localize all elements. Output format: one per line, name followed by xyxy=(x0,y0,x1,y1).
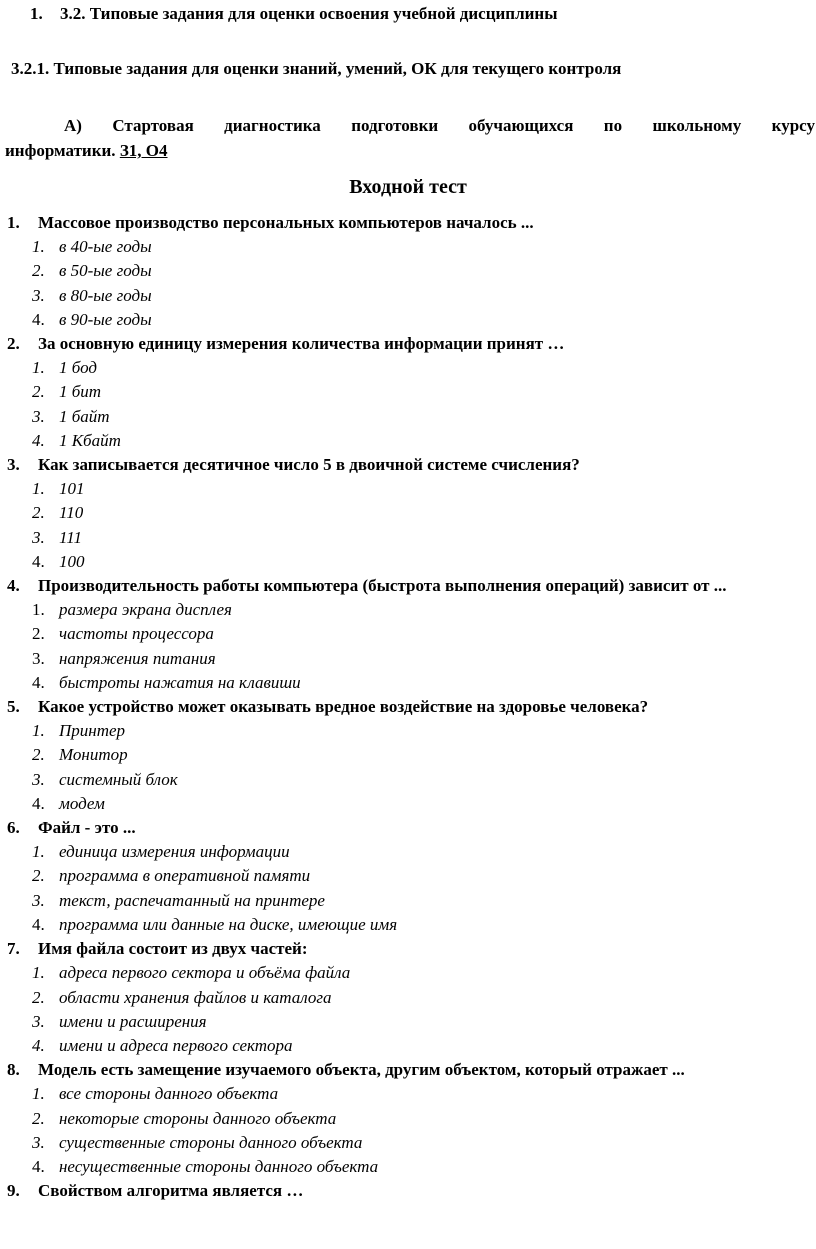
question-4 xyxy=(5,574,815,598)
question-number: 2. xyxy=(7,334,20,354)
question-text: Файл - это ... xyxy=(38,818,136,838)
answer-option xyxy=(5,1131,815,1155)
test-title: Входной тест xyxy=(349,176,467,198)
option-number: 3. xyxy=(32,769,45,789)
question-text: Как записывается десятичное число 5 в двоичной системе счисления? xyxy=(38,455,580,475)
option-text: единица измерения информации xyxy=(59,842,290,862)
answer-option xyxy=(5,889,815,913)
option-text: 1 Кбайт xyxy=(59,430,121,450)
question-number: 9. xyxy=(7,1181,20,1201)
subsection-heading: 3.2.1. Типовые задания для оценки знаний, умений, ОК для текущего контроля xyxy=(11,59,622,78)
question-text: Свойством алгоритма является … xyxy=(38,1181,304,1201)
option-text: 100 xyxy=(59,551,85,571)
option-text: текст, распечатанный на принтере xyxy=(59,890,325,910)
competency-codes: З1, О4 xyxy=(119,141,168,160)
option-text: частоты процессора xyxy=(59,624,214,644)
option-number: 4. xyxy=(32,914,45,934)
question-text: Массовое производство персональных компьютеров началось ... xyxy=(38,213,534,232)
question-number: 3. xyxy=(7,455,20,475)
option-text: области хранения файлов и каталога xyxy=(59,987,332,1007)
answer-option xyxy=(5,235,815,259)
option-text: 1 бит xyxy=(59,382,102,402)
question-text: Какое устройство может оказывать вредное воздействие на здоровье человека? xyxy=(38,697,649,717)
answer-option xyxy=(5,1107,815,1131)
option-text: Монитор xyxy=(59,745,128,765)
question-3 xyxy=(5,453,815,477)
answer-option xyxy=(5,429,815,453)
answer-option xyxy=(5,913,815,937)
answer-option xyxy=(5,671,815,695)
answer-option xyxy=(5,308,815,332)
answer-option xyxy=(5,1155,815,1179)
option-number: 4. xyxy=(32,309,45,329)
option-text: некоторые стороны данного объекта xyxy=(59,1108,337,1128)
answer-option xyxy=(5,550,815,574)
question-9 xyxy=(5,1179,815,1203)
option-text: модем xyxy=(59,793,105,813)
answer-option xyxy=(5,719,815,743)
option-number: 4. xyxy=(32,793,45,813)
option-number: 2. xyxy=(32,261,45,281)
intro-paragraph xyxy=(5,113,815,163)
question-text: Модель есть замещение изучаемого объекта, другим объектом, который отражает ... xyxy=(38,1060,685,1080)
option-number: 3. xyxy=(32,527,45,547)
option-text: напряжения питания xyxy=(59,648,216,668)
option-text: в 90-ые годы xyxy=(59,309,152,329)
option-text: имени и адреса первого сектора xyxy=(59,1035,293,1055)
option-number: 4. xyxy=(32,430,45,450)
answer-option xyxy=(5,622,815,646)
intro-line-1: А) Стартовая диагностика подготовки обучающихся по школьному курсу xyxy=(64,116,815,135)
section-title: 3.2. Типовые задания для оценки освоения учебной дисциплины xyxy=(60,4,558,23)
option-text: адреса первого сектора и объёма файла xyxy=(59,963,351,983)
answer-option xyxy=(5,380,815,404)
answer-option xyxy=(5,405,815,429)
answer-option xyxy=(5,598,815,622)
option-number: 2. xyxy=(32,624,45,644)
answer-option xyxy=(5,647,815,671)
option-text: 110 xyxy=(59,503,84,523)
option-text: быстроты нажатия на клавиши xyxy=(59,672,301,692)
question-number: 7. xyxy=(7,939,20,959)
option-text: программа в оперативной памяти xyxy=(59,866,311,886)
option-number: 3. xyxy=(32,285,45,305)
answer-option xyxy=(5,792,815,816)
option-number: 4. xyxy=(32,551,45,571)
question-text: Имя файла состоит из двух частей: xyxy=(38,939,308,959)
option-number: 1. xyxy=(32,479,45,499)
option-number: 4. xyxy=(32,1035,45,1055)
question-text: За основную единицу измерения количества информации принят … xyxy=(38,334,565,354)
option-number: 1. xyxy=(32,237,45,257)
answer-option xyxy=(5,1034,815,1058)
answer-option xyxy=(5,864,815,888)
question-number: 6. xyxy=(7,818,20,838)
option-number: 1. xyxy=(32,842,45,862)
question-number: 1. xyxy=(7,213,20,232)
question-2 xyxy=(5,332,815,356)
question-5 xyxy=(5,695,815,719)
question-text: Производительность работы компьютера (быстрота выполнения операций) зависит от ... xyxy=(38,576,727,596)
option-text: системный блок xyxy=(59,769,178,789)
option-number: 1. xyxy=(32,721,45,741)
question-list xyxy=(5,211,815,1203)
option-number: 2. xyxy=(32,1108,45,1128)
option-number: 2. xyxy=(32,745,45,765)
option-number: 4. xyxy=(32,672,45,692)
option-text: несущественные стороны данного объекта xyxy=(59,1156,379,1176)
intro-line-2-text: информатики. xyxy=(5,141,116,160)
option-number: 2. xyxy=(32,866,45,886)
question-number: 5. xyxy=(7,697,20,717)
question-7 xyxy=(5,937,815,961)
option-text: имени и расширения xyxy=(59,1011,207,1031)
option-number: 3. xyxy=(32,648,45,668)
option-number: 1. xyxy=(32,358,45,378)
answer-option xyxy=(5,743,815,767)
answer-option xyxy=(5,986,815,1010)
answer-option xyxy=(5,840,815,864)
section-number: 1. xyxy=(30,4,43,23)
option-text: программа или данные на диске, имеющие имя xyxy=(59,914,398,934)
answer-option xyxy=(5,768,815,792)
option-number: 3. xyxy=(32,1132,45,1152)
answer-option xyxy=(5,501,815,525)
question-number: 8. xyxy=(7,1060,20,1080)
answer-option xyxy=(5,284,815,308)
option-number: 1. xyxy=(32,963,45,983)
option-number: 1. xyxy=(32,1084,45,1104)
question-8 xyxy=(5,1058,815,1082)
option-text: 101 xyxy=(59,479,85,499)
answer-option xyxy=(5,526,815,550)
option-text: в 40-ые годы xyxy=(59,237,152,257)
option-text: Принтер xyxy=(59,721,126,741)
option-number: 3. xyxy=(32,890,45,910)
option-text: 111 xyxy=(59,527,82,547)
question-1 xyxy=(5,211,815,235)
option-text: все стороны данного объекта xyxy=(59,1084,279,1104)
option-number: 1. xyxy=(32,600,45,620)
option-text: существенные стороны данного объекта xyxy=(59,1132,363,1152)
answer-option xyxy=(5,477,815,501)
answer-option xyxy=(5,356,815,380)
section-heading xyxy=(30,4,558,24)
answer-option xyxy=(5,1010,815,1034)
option-number: 2. xyxy=(32,382,45,402)
answer-option xyxy=(5,1082,815,1106)
option-text: 1 байт xyxy=(59,406,110,426)
intro-line-2 xyxy=(5,138,815,163)
option-text: в 50-ые годы xyxy=(59,261,152,281)
answer-option xyxy=(5,961,815,985)
option-number: 4. xyxy=(32,1156,45,1176)
option-number: 2. xyxy=(32,503,45,523)
answer-option xyxy=(5,259,815,283)
option-number: 3. xyxy=(32,406,45,426)
question-number: 4. xyxy=(7,576,20,596)
option-text: 1 бод xyxy=(59,358,97,378)
option-number: 2. xyxy=(32,987,45,1007)
question-6 xyxy=(5,816,815,840)
option-text: размера экрана дисплея xyxy=(59,600,232,620)
option-text: в 80-ые годы xyxy=(59,285,152,305)
option-number: 3. xyxy=(32,1011,45,1031)
